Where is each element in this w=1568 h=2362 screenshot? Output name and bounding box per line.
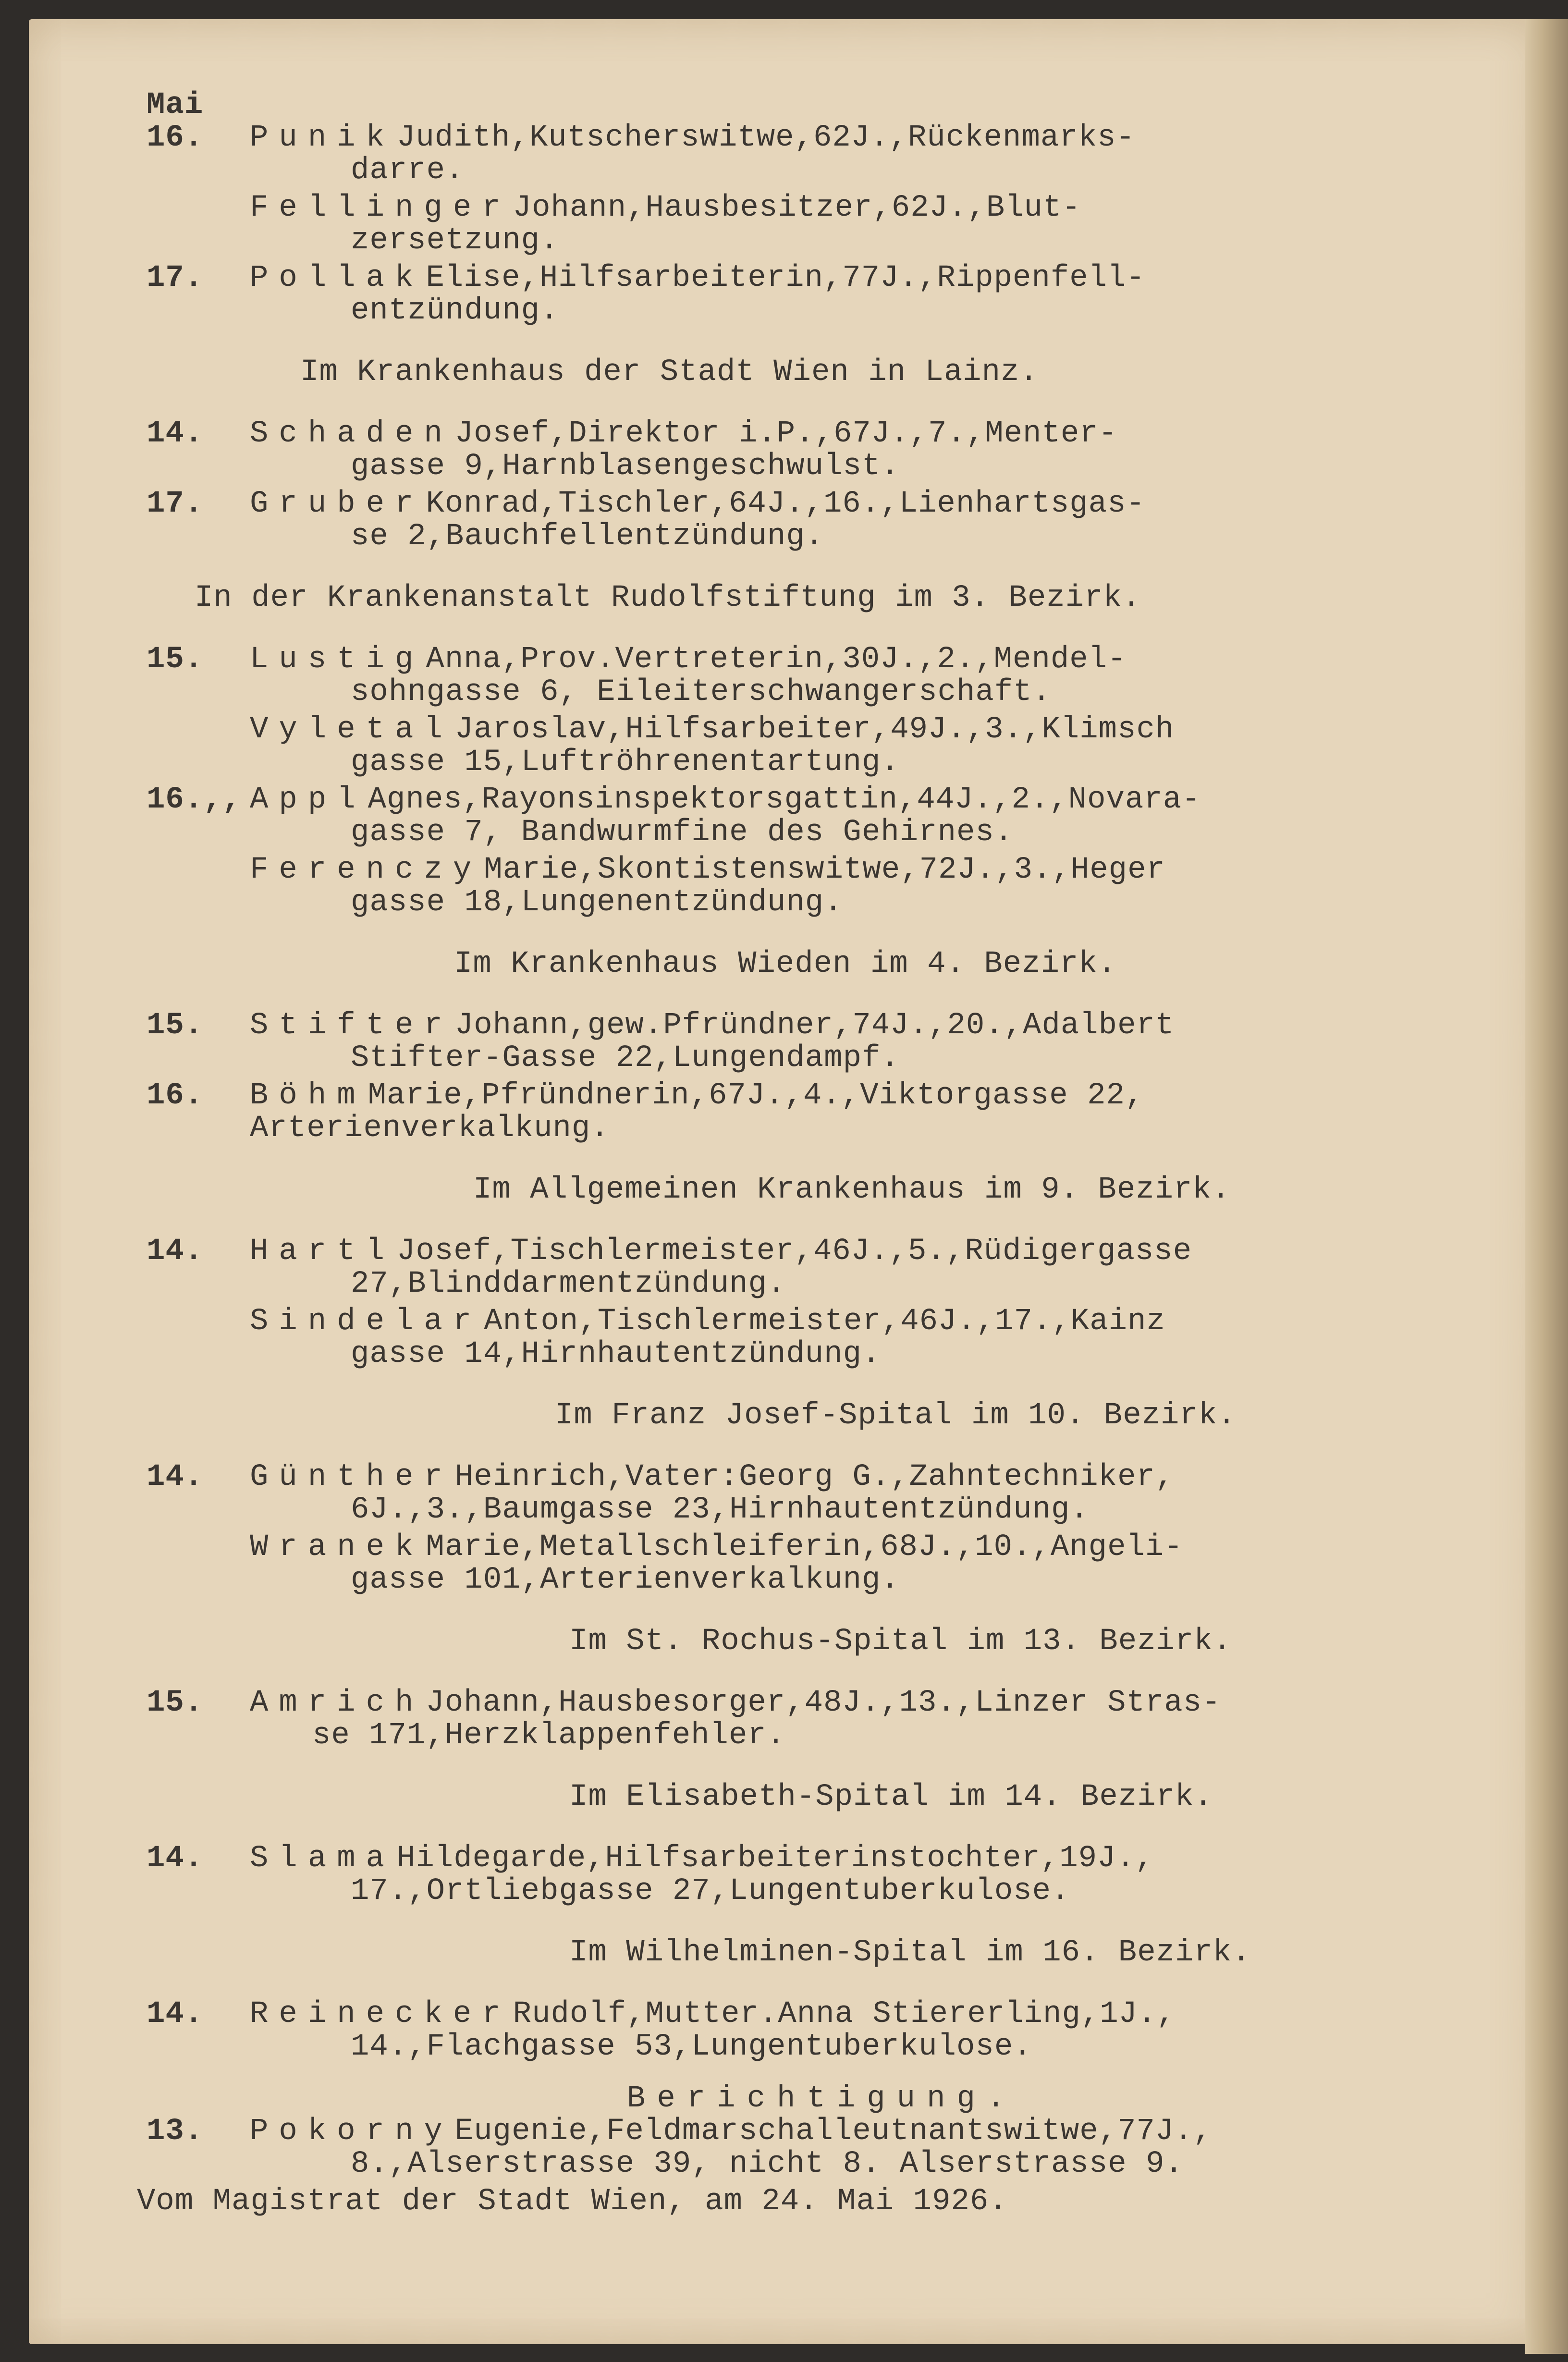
entry-details: Josef,Tischlermeister,46J.,5.,Rüdigergasse bbox=[397, 1234, 1192, 1269]
entry-details: Konrad,Tischler,64J.,16.,Lienhartsgas- bbox=[426, 487, 1145, 521]
entry-details-continued: se 2,Bauchfellentzündung. bbox=[351, 519, 824, 554]
entry-day: 15. bbox=[147, 642, 204, 677]
entry-surname: Hartl bbox=[250, 1234, 395, 1269]
entry-details: Johann,gew.Pfründner,74J.,20.,Adalbert bbox=[454, 1008, 1175, 1043]
entry-day: 14. bbox=[147, 1234, 204, 1269]
entry-surname: Appl bbox=[250, 783, 366, 817]
entry-details: Marie,Pfründnerin,67J.,4.,Viktorgasse 22, bbox=[368, 1078, 1144, 1113]
death-entry bbox=[147, 262, 1376, 327]
entry-details-continued: gasse 7, Bandwurmfine des Gehirnes. bbox=[351, 815, 1014, 850]
entry-details-continued: zersetzung. bbox=[351, 223, 559, 258]
next-page-edge bbox=[1525, 19, 1568, 2354]
entry-details-continued: entzündung. bbox=[351, 294, 559, 328]
death-entry bbox=[147, 783, 1376, 849]
entry-details-continued: sohngasse 6, Eileiterschwangerschaft. bbox=[351, 675, 1052, 710]
entry-details-continued: Arterienverkalkung. bbox=[250, 1111, 610, 1146]
hospital-heading: Im Krankenhaus der Stadt Wien in Lainz. bbox=[300, 355, 1039, 390]
entry-surname: Schaden bbox=[250, 416, 453, 451]
correction-entry bbox=[147, 2115, 1376, 2180]
death-entry bbox=[147, 122, 1376, 187]
entry-day: 17. bbox=[147, 261, 204, 295]
death-entry bbox=[147, 1998, 1376, 2063]
entry-details-continued: 17.,Ortliebgasse 27,Lungentuberkulose. bbox=[351, 1874, 1070, 1909]
entry-details: Anna,Prov.Vertreterin,30J.,2.,Mendel- bbox=[426, 642, 1127, 677]
entry-day bbox=[147, 192, 250, 257]
entry-details-continued: darre. bbox=[351, 153, 465, 188]
entry-surname: Lustig bbox=[250, 642, 424, 677]
entry-day: 13. bbox=[147, 2114, 204, 2149]
entry-details: Johann,Hausbesitzer,62J.,Blut- bbox=[513, 191, 1081, 225]
entry-surname: Sindelar bbox=[250, 1304, 482, 1339]
death-entry bbox=[147, 1461, 1376, 1526]
entry-day: 16. bbox=[147, 1078, 204, 1113]
entry-details: Eugenie,Feldmarschalleutnantswitwe,77J., bbox=[454, 2114, 1213, 2149]
entry-surname: Böhm bbox=[250, 1078, 366, 1113]
entry-surname: Reinecker bbox=[250, 1997, 511, 2032]
entry-details: Johann,Hausbesorger,48J.,13.,Linzer Stras- bbox=[426, 1686, 1221, 1720]
hospital-heading: In der Krankenanstalt Rudolfstiftung im 3. Bezirk. bbox=[195, 581, 1141, 615]
death-entry bbox=[147, 417, 1376, 483]
entry-details: Marie,Metallschleiferin,68J.,10.,Angeli- bbox=[426, 1530, 1183, 1565]
death-entry bbox=[147, 1079, 1376, 1145]
month-label: Mai bbox=[147, 88, 204, 122]
death-entry bbox=[147, 1009, 1376, 1075]
hospital-heading: Im Wilhelminen-Spital im 16. Bezirk. bbox=[569, 1935, 1251, 1970]
hospital-heading: Im Elisabeth-Spital im 14. Bezirk. bbox=[569, 1780, 1213, 1814]
entry-surname: Vyletal bbox=[250, 712, 453, 747]
death-entry bbox=[147, 1531, 1376, 1596]
entry-surname: Punik bbox=[250, 121, 395, 155]
entry-details-continued: gasse 9,Harnblasengeschwulst. bbox=[351, 449, 900, 484]
entry-details: Heinrich,Vater:Georg G.,Zahntechniker, bbox=[454, 1460, 1175, 1494]
entry-surname: Pollak bbox=[250, 261, 424, 295]
entry-details-continued: gasse 18,Lungenentzündung. bbox=[351, 885, 843, 920]
entry-surname: Wranek bbox=[250, 1530, 424, 1565]
entry-details-continued: gasse 15,Luftröhrenentartung. bbox=[351, 745, 900, 780]
entry-details: Rudolf,Mutter.Anna Stiererling,1J., bbox=[513, 1997, 1176, 2032]
death-entry bbox=[147, 1687, 1376, 1752]
signature-line: Vom Magistrat der Stadt Wien, am 24. Mai 1926. bbox=[137, 2184, 1008, 2219]
entry-surname: Amrich bbox=[250, 1686, 424, 1720]
entry-day: 14. bbox=[147, 416, 204, 451]
entry-day: 17. bbox=[147, 487, 204, 521]
entry-details-continued: Stifter-Gasse 22,Lungendampf. bbox=[351, 1041, 900, 1076]
entry-day: 15. bbox=[147, 1008, 204, 1043]
entry-details-continued: 27,Blinddarmentzündung. bbox=[351, 1267, 786, 1301]
entry-day: 15. bbox=[147, 1686, 204, 1720]
entry-day: 14. bbox=[147, 1997, 204, 2032]
entry-day bbox=[147, 713, 250, 779]
entry-details-continued: se 171,Herzklappenfehler. bbox=[312, 1718, 786, 1753]
entry-day: 16. bbox=[147, 121, 204, 155]
death-entry bbox=[147, 1235, 1376, 1300]
entry-day: 14. bbox=[147, 1841, 204, 1876]
hospital-heading: Im Krankenhaus Wieden im 4. Bezirk. bbox=[454, 947, 1117, 981]
entry-day: 16.,, bbox=[147, 783, 242, 817]
death-entry bbox=[147, 643, 1376, 709]
death-entry bbox=[147, 713, 1376, 779]
entry-details-continued: gasse 14,Hirnhautentzündung. bbox=[351, 1337, 881, 1371]
entry-surname: Slama bbox=[250, 1841, 395, 1876]
entry-details: Anton,Tischlermeister,46J.,17.,Kainz bbox=[484, 1304, 1165, 1339]
entry-surname: Stifter bbox=[250, 1008, 453, 1043]
hospital-heading: Im Franz Josef-Spital im 10. Bezirk. bbox=[555, 1398, 1237, 1433]
death-entry bbox=[147, 854, 1376, 919]
death-entry bbox=[147, 1842, 1376, 1908]
death-entry bbox=[147, 488, 1376, 553]
entry-details: Hildegarde,Hilfsarbeiterinstochter,19J., bbox=[397, 1841, 1154, 1876]
correction-title: Berichtigung. bbox=[627, 2081, 1017, 2116]
entry-surname: Fellinger bbox=[250, 191, 511, 225]
entry-details-continued: 8.,Alserstrasse 39, nicht 8. Alserstrasse 9. bbox=[351, 2147, 1184, 2181]
entry-details: Judith,Kutscherswitwe,62J.,Rückenmarks- bbox=[397, 121, 1135, 155]
hospital-heading: Im Allgemeinen Krankenhaus im 9. Bezirk. bbox=[473, 1173, 1231, 1207]
death-entry bbox=[147, 192, 1376, 257]
entry-details: Marie,Skontistenswitwe,72J.,3.,Heger bbox=[484, 853, 1165, 887]
entry-day bbox=[147, 1305, 250, 1371]
entry-surname: Pokorny bbox=[250, 2114, 453, 2149]
entry-details-continued: 6J.,3.,Baumgasse 23,Hirnhautentzündung. bbox=[351, 1493, 1089, 1527]
death-entry bbox=[147, 1305, 1376, 1371]
hospital-heading: Im St. Rochus-Spital im 13. Bezirk. bbox=[569, 1624, 1232, 1659]
entry-details: Agnes,Rayonsinspektorsgattin,44J.,2.,Novara- bbox=[368, 783, 1201, 817]
entry-details-continued: gasse 101,Arterienverkalkung. bbox=[351, 1563, 900, 1597]
entry-day bbox=[147, 1531, 250, 1596]
entry-details-continued: 14.,Flachgasse 53,Lungentuberkulose. bbox=[351, 2030, 1032, 2064]
entry-day: 14. bbox=[147, 1460, 204, 1494]
entry-details: Elise,Hilfsarbeiterin,77J.,Rippenfell- bbox=[426, 261, 1145, 295]
entry-day bbox=[147, 854, 250, 919]
entry-details: Jaroslav,Hilfsarbeiter,49J.,3.,Klimsch bbox=[454, 712, 1175, 747]
document-text bbox=[137, 88, 1376, 2219]
entry-surname: Ferenczy bbox=[250, 853, 482, 887]
entry-surname: Günther bbox=[250, 1460, 453, 1494]
entry-details: Josef,Direktor i.P.,67J.,7.,Menter- bbox=[454, 416, 1118, 451]
entry-surname: Gruber bbox=[250, 487, 424, 521]
